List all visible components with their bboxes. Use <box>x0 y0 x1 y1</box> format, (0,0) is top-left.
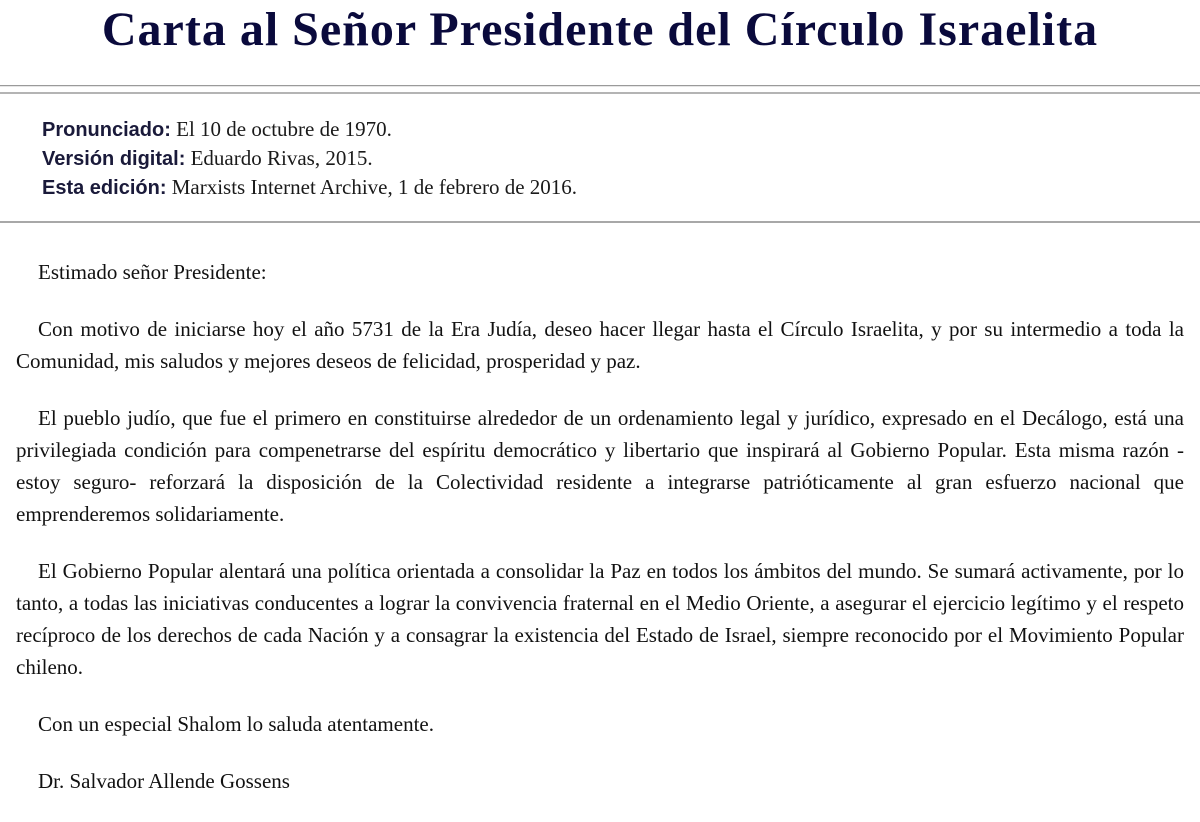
info-divider-bottom <box>0 221 1200 223</box>
header-divider-inner <box>0 92 1200 94</box>
letter-paragraph-1: Con motivo de iniciarse hoy el año 5731 de la Era Judía, deseo hacer llegar hasta el Círculo Israelita, y por su intermedio a toda la Comunidad, mis saludos y mejores deseos de felicidad, prosperidad y paz. <box>16 317 1184 373</box>
pronunciado-value: El 10 de octubre de 1970. <box>176 117 392 141</box>
document-info <box>42 115 577 202</box>
edicion-value: Marxists Internet Archive, 1 de febrero de 2016. <box>171 175 578 199</box>
letter-greeting: Estimado señor Presidente: <box>38 260 267 284</box>
letter-paragraph-2: El pueblo judío, que fue el primero en constituirse alrededor de un ordenamiento legal y jurídico, expresado en el Decálogo, está una privilegiada condición para compenetrarse del espíritu democrático y libertario que inspirará al Gobierno Popular. Esta misma razón -estoy seguro- reforzará la disposición de la Colectividad residente a integrarse patrióticamente al gran esfuerzo nacional que emprenderemos solidariamente. <box>16 406 1184 526</box>
letter-signature: Dr. Salvador Allende Gossens <box>38 769 290 793</box>
info-row-edicion <box>42 173 577 202</box>
info-row-pronunciado <box>42 115 577 144</box>
info-row-version <box>42 144 577 173</box>
letter-paragraph-3: El Gobierno Popular alentará una política orientada a consolidar la Paz en todos los ámbitos del mundo. Se sumará activamente, por lo tanto, a todas las iniciativas conducentes a lograr la convivencia fraternal en el Medio Oriente, a asegurar el ejercicio legítimo y el respeto recíproco de los derechos de cada Nación y a consagrar la existencia del Estado de Israel, siempre reconocido por el Movimiento Popular chileno. <box>16 559 1184 679</box>
page-title: Carta al Señor Presidente del Círculo Israelita <box>101 3 1099 56</box>
edicion-label: Esta edición: <box>42 177 167 199</box>
letter-body <box>16 256 1184 822</box>
header-divider-top <box>0 85 1200 87</box>
version-label: Versión digital: <box>42 148 186 170</box>
version-value: Eduardo Rivas, 2015. <box>190 146 373 170</box>
letter-closing: Con un especial Shalom lo saluda atentamente. <box>38 712 434 736</box>
pronunciado-label: Pronunciado: <box>42 119 171 141</box>
